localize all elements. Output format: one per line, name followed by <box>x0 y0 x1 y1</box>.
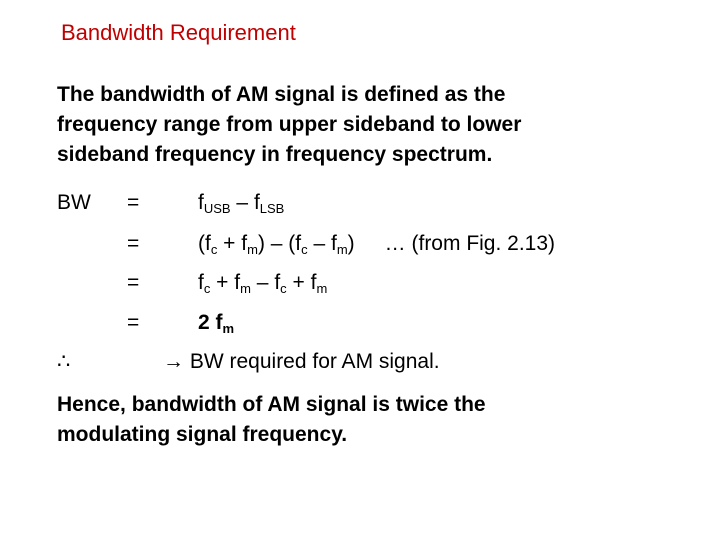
conclusion-line-2: modulating signal frequency. <box>57 423 348 446</box>
therefore-line <box>0 347 720 377</box>
equation-result: 2 $f_m$ <box>198 311 235 336</box>
equation-rhs: $f_c + f_m - f_c + f_m$ <box>198 271 328 296</box>
equals-sign: = <box>127 191 140 214</box>
equation-rhs: $f_{USB} - f_{LSB}$ <box>198 191 285 216</box>
therefore-symbol: ∴ <box>57 350 71 373</box>
equals-sign: = <box>127 271 140 294</box>
equation-line-1 <box>0 188 720 218</box>
equation-line-3 <box>0 268 720 298</box>
equals-sign: = <box>127 311 140 334</box>
figure-reference-note: … (from Fig. 2.13) <box>384 232 556 255</box>
conclusion-paragraph <box>57 390 486 450</box>
definition-line-3: sideband frequency in frequency spectrum. <box>57 143 493 166</box>
bw-label: BW <box>57 191 91 214</box>
equation-line-2 <box>0 229 720 259</box>
equals-sign: = <box>127 232 140 255</box>
slide-title: Bandwidth Requirement <box>61 20 296 45</box>
arrow-statement: → BW required for AM signal. <box>163 350 440 373</box>
definition-paragraph <box>57 80 521 170</box>
definition-line-2: frequency range from upper sideband to lower <box>57 113 522 136</box>
equation-line-4 <box>0 308 720 338</box>
conclusion-line-1: Hence, bandwidth of AM signal is twice the <box>57 393 486 416</box>
equation-rhs: $(f_c + f_m) - (f_c - f_m)$ … (from Fig. 2.13) <box>198 232 556 257</box>
definition-line-1: The bandwidth of AM signal is defined as the <box>57 83 506 106</box>
